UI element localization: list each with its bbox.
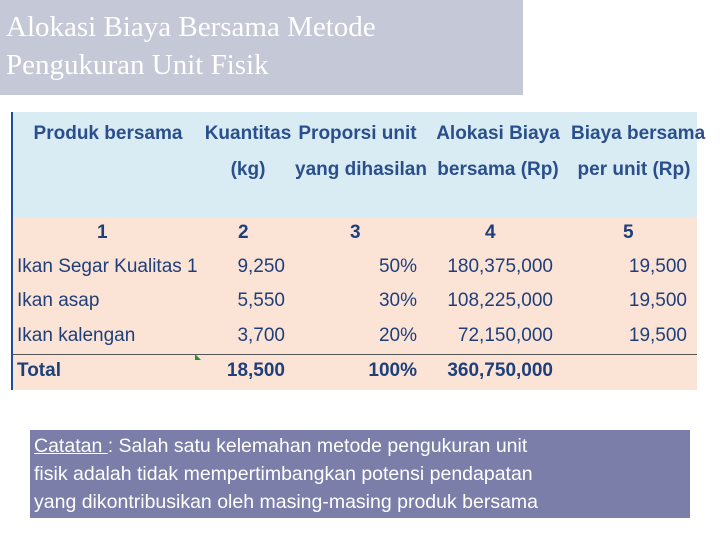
slide-title [0,0,523,95]
total-quantity: 18,500 [226,360,285,381]
total-allocation: 360,750,000 [447,360,553,381]
note-line-2: fisik adalah tidak mempertimbangkan potensi pendapatan [34,463,533,485]
total-label: Total [17,360,61,381]
title-line-2: Pengukuran Unit Fisik [6,49,269,81]
header-proportion-line2: yang dihasilan [295,159,427,180]
table-row-proportion: 30% [378,290,417,311]
table-row-product: Ikan asap [17,290,100,311]
table-row-quantity: 5,550 [237,290,285,311]
header-quantity-line2: (kg) [230,159,266,180]
header-allocation-line2: bersama (Rp) [437,159,559,180]
table-body [13,217,697,390]
header-product-line1: Produk bersama [33,123,183,144]
total-divider [13,354,697,355]
header-allocation [433,116,563,188]
table-row-allocation: 108,225,000 [447,290,553,311]
table-row-proportion: 50% [378,256,417,277]
header-unit-cost-line1: Biaya bersama [571,123,706,144]
table-row-quantity: 3,700 [237,325,285,346]
column-number: 1 [97,222,108,243]
table-row-allocation: 72,150,000 [457,325,553,346]
table-row-quantity: 9,250 [237,256,285,277]
header-allocation-line1: Alokasi Biaya [436,123,560,144]
total-proportion: 100% [368,360,417,381]
table-row-allocation: 180,375,000 [447,256,553,277]
note-box [30,430,690,518]
column-number: 3 [350,222,361,243]
note-line-1-text: : Salah satu kelemahan metode pengukuran unit [107,435,528,457]
table-row-unit-cost: 19,500 [628,256,687,277]
header-quantity [203,116,293,188]
title-line-1: Alokasi Biaya Bersama Metode [6,11,376,43]
table-header [13,112,706,217]
table-row-unit-cost: 19,500 [628,290,687,311]
header-unit-cost [571,116,706,188]
table-row-product: Ikan Segar Kualitas 1 [17,256,198,277]
header-proportion [295,116,427,188]
cell-error-indicator-icon [195,354,201,360]
table-row-proportion: 20% [378,325,417,346]
table-row-unit-cost: 19,500 [628,325,687,346]
header-proportion-line1: Proporsi unit [298,123,417,144]
note-line-3: yang dikontribusikan oleh masing-masing produk bersama [34,491,539,513]
column-number: 5 [623,222,634,243]
note-label: Catatan [34,435,108,457]
column-number: 2 [238,222,249,243]
header-unit-cost-line2: per unit (Rp) [577,159,691,180]
header-product [23,116,193,152]
allocation-table [11,112,706,390]
header-quantity-line1: Kuantitas [204,123,292,144]
note-line-1 [34,432,690,460]
column-number: 4 [485,222,496,243]
table-row-product: Ikan kalengan [17,325,136,346]
